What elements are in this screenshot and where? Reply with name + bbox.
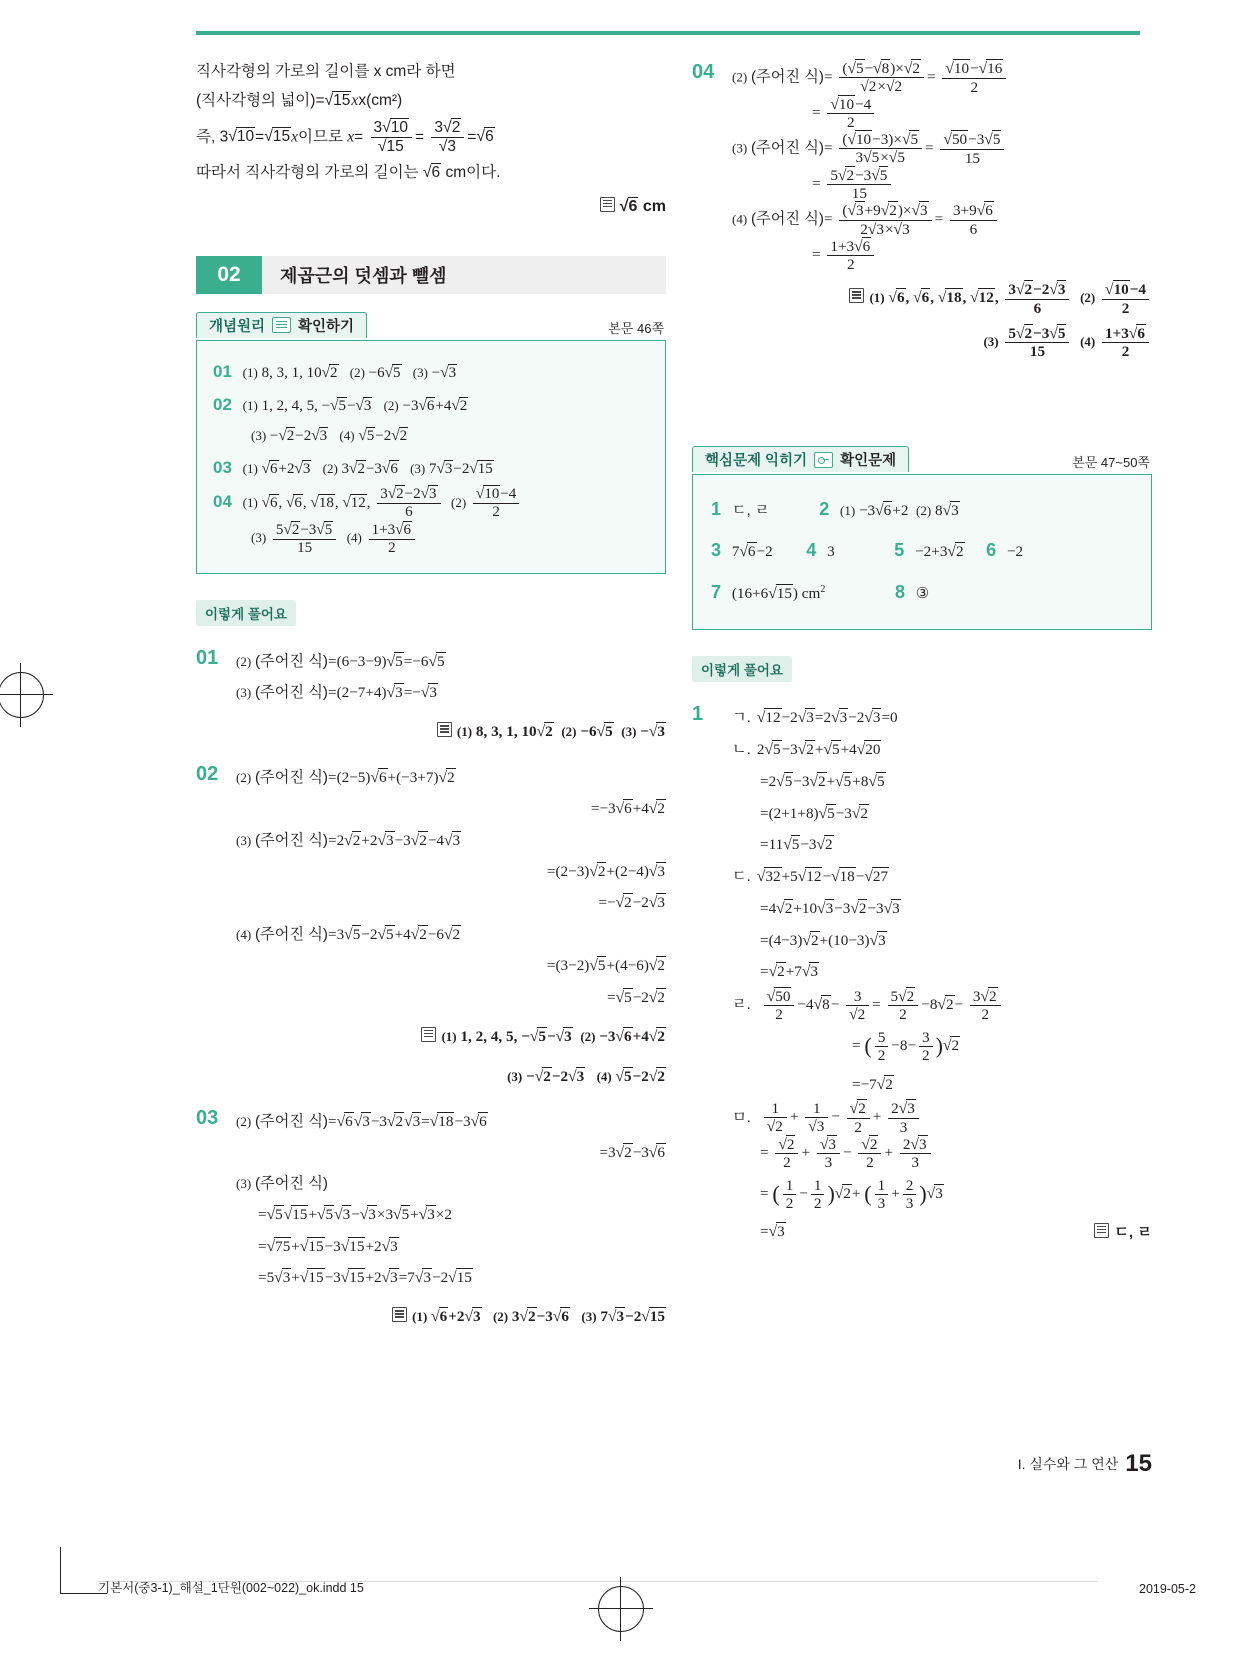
solution-answer: (1) 1, 2, 4, 5, −√5−√3 (2) −3√6+4√2 [236,1021,666,1052]
solution-answer-cont: (3) $\frac{5√2-3√5}{15}$ (4) $\frac{1+3√6}{2}$ [732,325,1152,360]
crop-mark-bottom-left [60,1547,107,1594]
chapter-label: I. 실수와 그 연산 [1017,1456,1119,1472]
answer-icon [421,1027,436,1042]
intro-line-2: (직사각형의 넓이)=√15xx(cm²) [196,92,403,110]
intro-line-1: 직사각형의 가로의 길이를 x cm라 하면 [196,63,456,80]
solution-line: (2) (주어진 식)=(6−3−9)√5=−6√5 [236,652,445,670]
solution-answer-cont: (3) −√2−2√3 (4) √5−2√2 [507,1067,665,1085]
concept-item: 02 (1) 1, 2, 4, 5, −√5−√3 (2) −3√6+4√2 [213,394,468,414]
solution-number: 03 [196,1106,219,1129]
solution-line: (4) (주어진 식)=3√5−2√5+4√2−6√2 [236,925,461,943]
answer-icon [600,197,615,212]
concept-item: (3) $\frac{5√2-3√5}{15}$ (4) $\frac{1+3√6}{2}$ [213,521,649,557]
concept-item: 03 (1) √6+2√3 (2) 3√2−3√6 (3) 7√3−2√15 [213,458,493,478]
section-number: 02 [196,256,262,294]
solution-answer: (1) √6+2√3 (2) 3√2−3√6 (3) 7√3−2√15 [236,1301,666,1332]
solution-line: =(2+1+8)√5−3√2 [760,804,868,822]
solution-01 [196,646,666,748]
key-page-ref: 본문 47~50쪽 [1072,455,1150,471]
solution-number: 1 [692,703,704,726]
solution-line: = ( $\frac{1}{2}$ − $\frac{1}{2}$ )√2+ ( $\frac{1}{3}$ + $\frac{2}{3}$ )√3 [760,1177,943,1213]
solve-label-right: 이렇게 풀어요 [692,656,792,682]
solution-line: =5√3+√15−3√15+2√3=7√3−2√15 [258,1268,472,1286]
key-tab-label-1: 핵심문제 익히기 [705,453,808,470]
solve-label-left: 이렇게 풀어요 [196,600,296,626]
solution-line: =3√2−3√6 [599,1144,665,1162]
solution-line: =√5−2√2 [607,988,665,1006]
solution-line: = $\frac{1+3√6}{2}$ [732,238,1152,273]
solution-number: 01 [196,646,219,669]
key-tab-row [692,446,1152,474]
concept-item: (3) −√2−2√3 (4) √5−2√2 [251,427,408,445]
solution-line: ㄴ. 2√5−3√2+√5+4√20 [732,740,881,758]
footer-date: 2019-05-2 [1139,1582,1196,1596]
section-title: 제곱근의 덧셈과 뺄셈 [280,265,447,286]
concept-tab-label-1: 개념원리 [209,318,266,335]
concept-answer-box [196,340,666,574]
solution-answer: ㄷ, ㄹ [1094,1217,1152,1248]
solution-line: (3) (주어진 식)= $\frac{(√10-3)\times√5}{3√5\times√5}$ = $\frac{√50-3√5}{15}$ [732,131,1152,167]
key-tab-label-2: 확인문제 [840,453,897,470]
concept-tab [196,312,367,338]
intro-answer: √6 cm [196,191,666,222]
intro-line-4: 따라서 직사각형의 가로의 길이는 √6 cm이다. [196,164,501,182]
solution-line: (3) (주어진 식) [236,1174,328,1192]
solution-line: ㄷ. √32+5√12−√18−√27 [732,868,889,886]
solution-03 [196,1106,666,1333]
intro-line-3: 즉, 3√10=√15x이므로 x= $\frac{3√10}{√15}$ = $\frac{3√2}{√3}$ =√6 [196,118,494,155]
key-row: 7 (16+6√15) $cm^2$ 8 ③ [711,581,930,602]
solution-line: =√5√15+√5√3−√3×3√5+√3×2 [258,1206,453,1224]
solution-line: =√2+7√3 [760,963,818,981]
solution-line: =11√5−3√2 [760,836,833,854]
solution-line: = $\frac{√10-4}{2}$ [732,96,1152,131]
top-rule [196,31,1140,35]
solution-line: (4) (주어진 식)= $\frac{(√3+9√2)\times√3}{2√3\times√3}$ = $\frac{3+9√6}{6}$ [732,202,1152,238]
solution-line: (2) (주어진 식)= $\frac{(√5-√8)\times√2}{√2\times√2}$ = $\frac{√10-√16}{2}$ [732,60,1152,96]
solution-number: 02 [196,762,219,785]
answer-icon [392,1307,407,1322]
concept-tab-row [196,312,666,340]
solution-line: = $\frac{√2}{2}$ + $\frac{√3}{3}$ − $\frac{√2}{2}$ + $\frac{2√3}{3}$ [732,1136,1152,1171]
solution-line: =(2−3)√2+(2−4)√3 [546,863,665,881]
left-column [196,60,666,1333]
solution-line: =−√2−2√3 [598,894,665,912]
note-icon [272,317,291,333]
solution-line: (2) (주어진 식)=√6√3−3√2√3=√18−3√6 [236,1112,487,1130]
section-header [196,256,666,294]
registration-mark-left [0,672,44,718]
solution-line: =(4−3)√2+(10−3)√3 [760,931,886,949]
solution-line: (3) (주어진 식)=(2−7+4)√3=−√3 [236,684,437,702]
solution-answer: (1) √6, √6, √18, √12, $\frac{3√2-2√3}{6}$ (2) $\frac{√10-4}{2}$ [732,281,1152,316]
solution-line: =−7√2 [852,1075,893,1093]
key-row: 3 7√6−2 4 3 5 −2+3√2 6 −2 [711,540,1024,561]
key-solution-1 [692,702,1152,1248]
solution-line: =√75+√15−3√15+2√3 [258,1237,398,1255]
solution-answer: (1) 8, 3, 1, 10√2 (2) −6√5 (3) −√3 [236,716,666,747]
concept-tab-label-2: 확인하기 [298,318,355,335]
solution-line: =2√5−3√2+√5+8√5 [760,772,885,790]
right-column [692,60,1152,1248]
solution-line: (2) (주어진 식)=(2−5)√6+(−3+7)√2 [236,768,455,786]
solution-line: ㄱ. √12−2√3=2√3−2√3=0 [732,709,898,727]
solution-line: = $\frac{5√2-3√5}{15}$ [732,167,1152,202]
page-number: 15 [1125,1450,1152,1477]
chapter-footer [1018,1450,1152,1478]
solution-line: =(3−2)√5+(4−6)√2 [546,957,665,975]
footer-filename: 기본서(중3-1)_해설_1단원(002~022)_ok.indd 15 [98,1581,364,1595]
solution-line: ㅁ. $\frac{1}{√2}$ + $\frac{1}{√3}$ − $\frac{√2}{2}$ + $\frac{2√3}{3}$ [732,1100,1152,1135]
solution-line: = ( $\frac{5}{2}$ −8− $\frac{3}{2}$ )√2 [852,1029,960,1065]
concept-item: 01 (1) 8, 3, 1, 10√2 (2) −6√5 (3) −√3 [213,361,457,381]
solution-number: 04 [692,61,715,83]
solution-line: (3) (주어진 식)=2√2+2√3−3√2−4√3 [236,831,461,849]
registration-mark-bottom [598,1586,644,1632]
concept-page-ref: 본문 46쪽 [608,320,664,336]
answer-icon [1094,1223,1109,1238]
solution-line: =4√2+10√3−3√2−3√3 [760,899,900,917]
solution-line: =−3√6+4√2 [590,800,665,818]
key-icon [814,452,833,468]
concept-item: 04 (1) √6, √6, √18, √12, $\frac{3√2-2√3}{6}$ (2) $\frac{√10-4}{2}$ [213,485,649,521]
intro-solution [196,60,666,222]
key-tab [692,446,909,472]
solution-line: ㄹ. $\frac{√50}{2}$ −4√8− $\frac{3}{√2}$ = $\frac{5√2}{2}$ −8√2− $\frac{3√2}{2}$ [732,988,1152,1023]
key-answer-box [692,474,1152,630]
answer-icon [437,722,452,737]
solution-04 [692,60,1152,360]
key-row: 1 ㄷ, ㄹ 2 (1) −3√6+2 (2) 8√3 [711,499,959,520]
answer-icon [849,288,864,303]
solution-02 [196,762,666,1092]
solution-line: =√3 ㄷ, ㄹ [732,1216,1152,1248]
